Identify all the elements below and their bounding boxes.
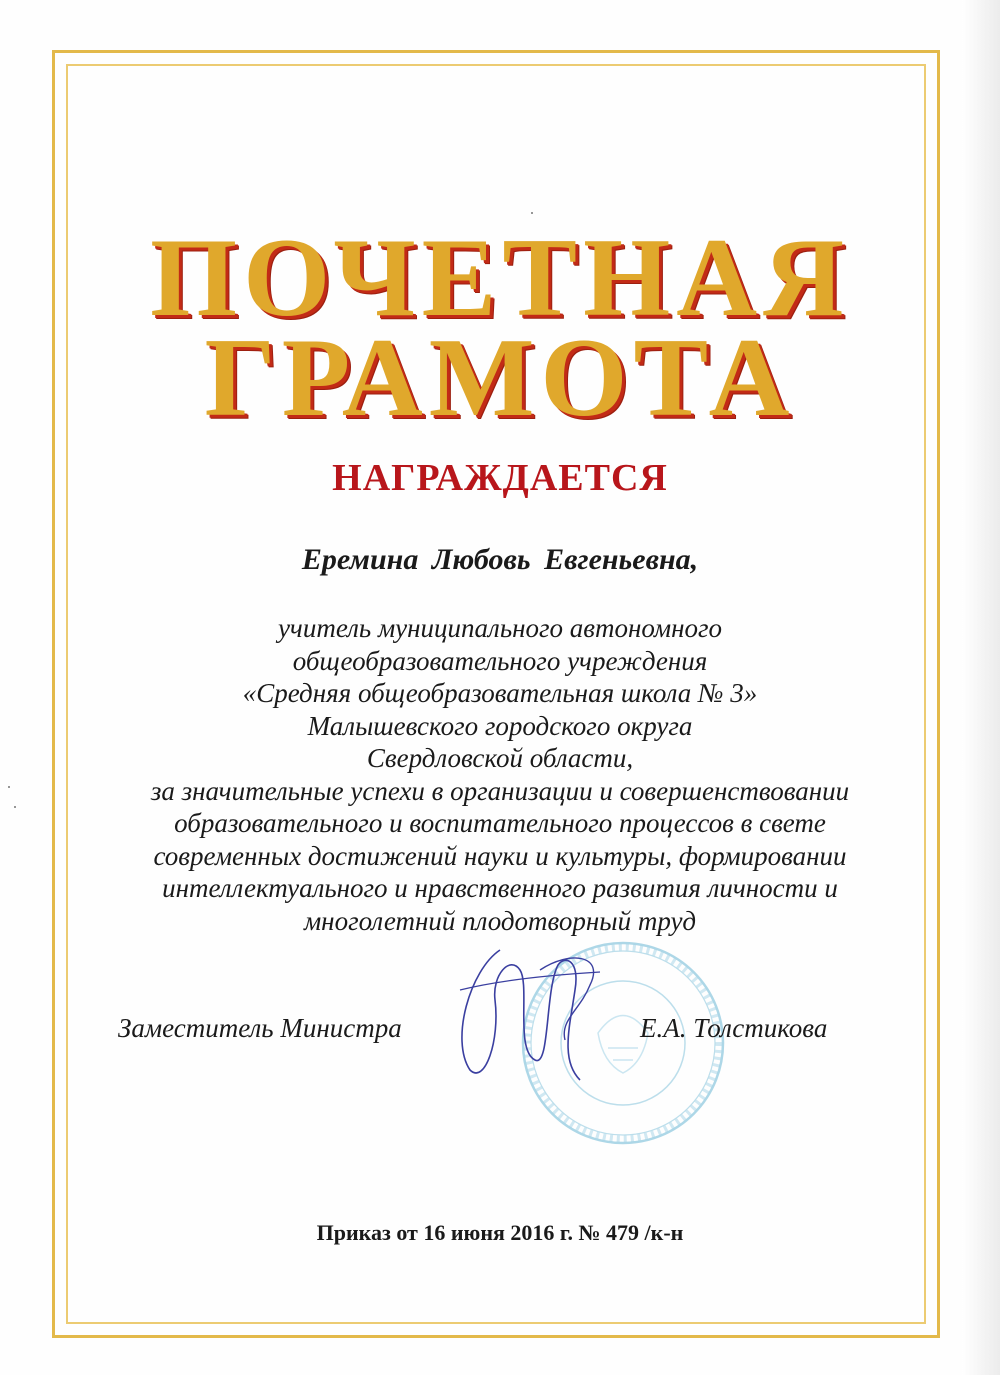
scan-speck [531,212,533,214]
description-line: учитель муниципального автономного [277,613,723,643]
description-line: общеобразовательного учреждения [292,645,708,676]
handwritten-signature [440,930,640,1090]
recipient-name: Еремина Любовь Евгеньевна, [301,543,699,576]
scan-edge-shadow [962,0,1000,1375]
description-line: современных достижений науки и культуры, формировании [153,840,847,871]
signatory-position: Заместитель Министра [118,1013,402,1043]
description-line: Малышевского городского округа [307,710,693,741]
scan-speck [8,786,10,788]
title-line-1: ПОЧЕТНАЯ [150,216,850,340]
description-line: многолетний плодотворный труд [303,905,697,936]
signatory-name: Е.А. Толстикова [640,1013,828,1043]
awarded-label: НАГРАЖДАЕТСЯ [332,457,668,499]
description-line: за значительные успехи в организации и совершенствовании [150,775,850,806]
description-line: интеллектуального и нравственного развития личности и [162,873,838,903]
title-line-2: ГРАМОТА [204,316,796,440]
scan-speck [14,806,16,808]
description-line: «Средняя общеобразовательная школа № 3» [242,678,758,708]
description-line: образовательного и воспитательного процессов в свете [174,808,826,838]
order-reference: Приказ от 16 июня 2016 г. № 479 /к-н [316,1220,684,1245]
description-line: Свердловской области, [366,743,634,773]
award-description [80,612,920,937]
